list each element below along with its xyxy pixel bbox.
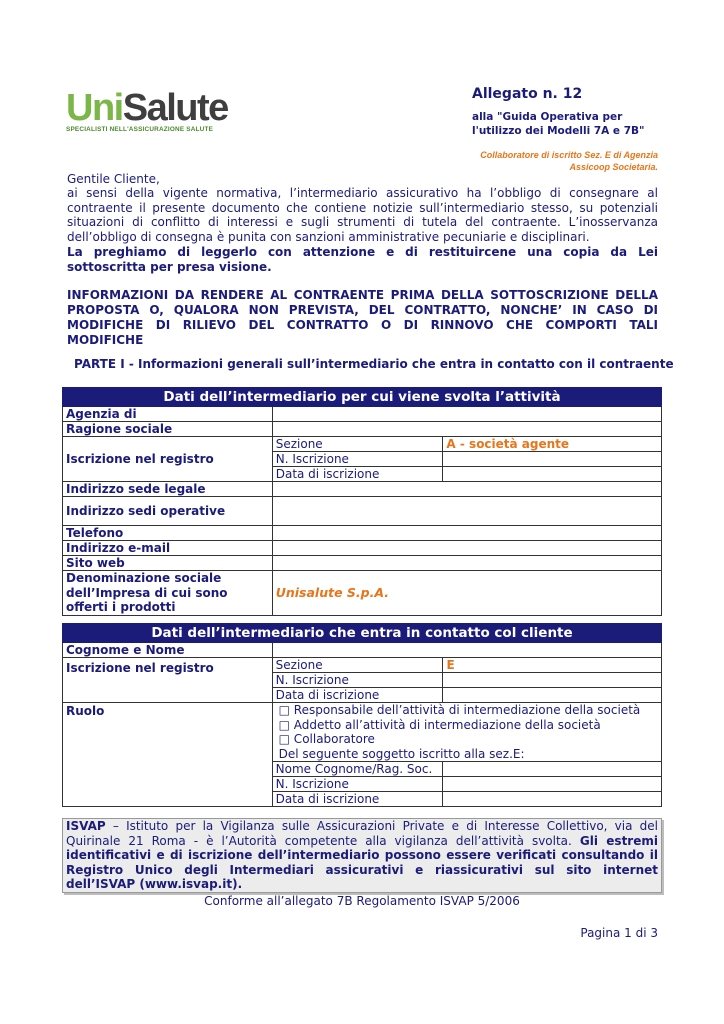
logo-tagline: SPECIALISTI NELL'ASSICURAZIONE SALUTE bbox=[66, 126, 214, 133]
reg-date-value bbox=[443, 467, 662, 482]
subject-reg-date-value bbox=[443, 792, 662, 807]
table1-title: Dati dell’intermediario per cui viene svolta l’attività bbox=[63, 388, 662, 407]
insurer-label: Denominazione sociale dell’Impresa di cui sono offerti i prodotti bbox=[63, 571, 273, 616]
reg-date2-label: Data di iscrizione bbox=[272, 688, 443, 703]
logo-word-uni: Uni bbox=[66, 87, 123, 129]
conformity-note: Conforme all’allegato 7B Regolamento ISVAP 5/2006 bbox=[204, 894, 520, 908]
subject-reg-number-value bbox=[443, 777, 662, 792]
website-value bbox=[272, 556, 661, 571]
role-option-employee[interactable]: □ Addetto all’attività di intermediazione della società bbox=[278, 717, 601, 732]
isvap-verification-text: Gli estremi identificativi e di iscrizione dell’intermediario possono essere verificati consultando il Registro Unico degli Intermediari assicurativi e riassicurativi sul sito internet dell’ISVAP ( bbox=[66, 833, 658, 892]
role-options bbox=[272, 703, 661, 762]
agency-label: Agenzia di bbox=[63, 407, 273, 422]
pre-contract-notice: INFORMAZIONI DA RENDERE AL CONTRAENTE PRIMA DELLA SOTTOSCRIZIONE DELLA PROPOSTA O, QUALORA NON PREVISTA, DEL CONTRATTO, NONCHE’ IN CASO DI MODIFICHE DI RILIEVO DEL CONTRATTO O DI RINNOVO CHE COMPORTI TALI MODIFICHE bbox=[67, 288, 658, 347]
role-label: Ruolo bbox=[63, 703, 273, 807]
part-heading bbox=[74, 357, 674, 371]
greeting: Gentile Cliente, bbox=[67, 172, 160, 186]
phone-value bbox=[272, 526, 661, 541]
logo-word-salute: Salute bbox=[122, 87, 228, 129]
reg-date-label: Data di iscrizione bbox=[272, 467, 443, 482]
isvap-text: – Istituto per la Vigilanza sulle Assicurazioni Private e di Interesse Collettivo, via del Quirinale 21 Roma - è l’Autorità competente alla vigilanza dell’attività svolta. bbox=[66, 819, 658, 848]
legal-address-value bbox=[272, 482, 661, 497]
isvap-info-box bbox=[62, 818, 662, 893]
intermediary-data-table bbox=[62, 387, 662, 616]
subject-reg-number-label: N. Iscrizione bbox=[272, 777, 443, 792]
role-option-collaborator[interactable]: □ Collaboratore bbox=[278, 732, 375, 746]
subject-name-value bbox=[443, 762, 662, 777]
guide-line-2: l'utilizzo dei Modelli 7A e 7B" bbox=[472, 125, 645, 137]
email-value bbox=[272, 541, 661, 556]
phone-label: Telefono bbox=[63, 526, 273, 541]
collaborator-line-2: Assicoop Societaria. bbox=[569, 162, 658, 172]
unisalute-logo bbox=[66, 87, 228, 140]
contact-intermediary-table bbox=[62, 623, 662, 807]
agency-value bbox=[272, 407, 661, 422]
collaborator-line-1: Collaboratore di iscritto Sez. E di Agenzia bbox=[480, 150, 658, 160]
section2-value: E bbox=[443, 658, 662, 673]
operative-address-value bbox=[272, 497, 661, 526]
guide-reference bbox=[472, 110, 645, 138]
part-title: Informazioni generali sull’intermediario che entra in contatto con il contraente bbox=[138, 357, 674, 371]
collaborator-note bbox=[398, 149, 658, 173]
isvap-close: ). bbox=[232, 877, 243, 892]
reg-number-value bbox=[443, 452, 662, 467]
intro-body: ai sensi della vigente normativa, l’intermediario assicurativo ha l’obbligo di consegnare al contraente il presente documento che contiene notizie sull’intermediario stesso, su potenziali situazioni di conflitto di interessi e sugli strumenti di tutela del contraente. L’inosservanza dell’obbligo di consegna è punita con sanzioni amministrative pecuniarie e disciplinari. bbox=[67, 186, 658, 244]
reg-date2-value bbox=[443, 688, 662, 703]
section-label: Sezione bbox=[272, 437, 443, 452]
subject-name-label: Nome Cognome/Rag. Soc. bbox=[272, 762, 443, 777]
guide-line-1: alla "Guida Operativa per bbox=[472, 111, 623, 123]
subject-reg-date-label: Data di iscrizione bbox=[272, 792, 443, 807]
isvap-acronym: ISVAP bbox=[66, 819, 106, 833]
company-name-value bbox=[272, 422, 661, 437]
intro-request: La preghiamo di leggerlo con attenzione e di restituircene una copia da Lei sottoscritta per presa visione. bbox=[67, 245, 658, 274]
insurer-value: Unisalute S.p.A. bbox=[272, 571, 661, 616]
name-label: Cognome e Nome bbox=[63, 643, 273, 658]
website-label: Sito web bbox=[63, 556, 273, 571]
reg-number2-label: N. Iscrizione bbox=[272, 673, 443, 688]
registry2-label: Iscrizione nel registro bbox=[63, 658, 273, 703]
annex-number: Allegato n. 12 bbox=[472, 86, 583, 102]
section-value: A - società agente bbox=[443, 437, 662, 452]
name-value bbox=[272, 643, 661, 658]
isvap-website-link[interactable]: www.isvap.it bbox=[144, 877, 233, 892]
page-number: Pagina 1 di 3 bbox=[580, 926, 658, 940]
table2-title: Dati dell’intermediario che entra in contatto col cliente bbox=[63, 624, 662, 643]
role-note: Del seguente soggetto iscritto alla sez.E: bbox=[278, 746, 525, 761]
section2-label: Sezione bbox=[272, 658, 443, 673]
operative-address-label: Indirizzo sedi operative bbox=[63, 497, 273, 526]
role-option-responsible[interactable]: □ Responsabile dell’attività di intermediazione della società bbox=[278, 703, 641, 717]
company-name-label: Ragione sociale bbox=[63, 422, 273, 437]
legal-address-label: Indirizzo sede legale bbox=[63, 482, 273, 497]
reg-number2-value bbox=[443, 673, 662, 688]
part-prefix: PARTE I - bbox=[74, 357, 139, 371]
reg-number-label: N. Iscrizione bbox=[272, 452, 443, 467]
registry-label: Iscrizione nel registro bbox=[63, 437, 273, 482]
email-label: Indirizzo e-mail bbox=[63, 541, 273, 556]
